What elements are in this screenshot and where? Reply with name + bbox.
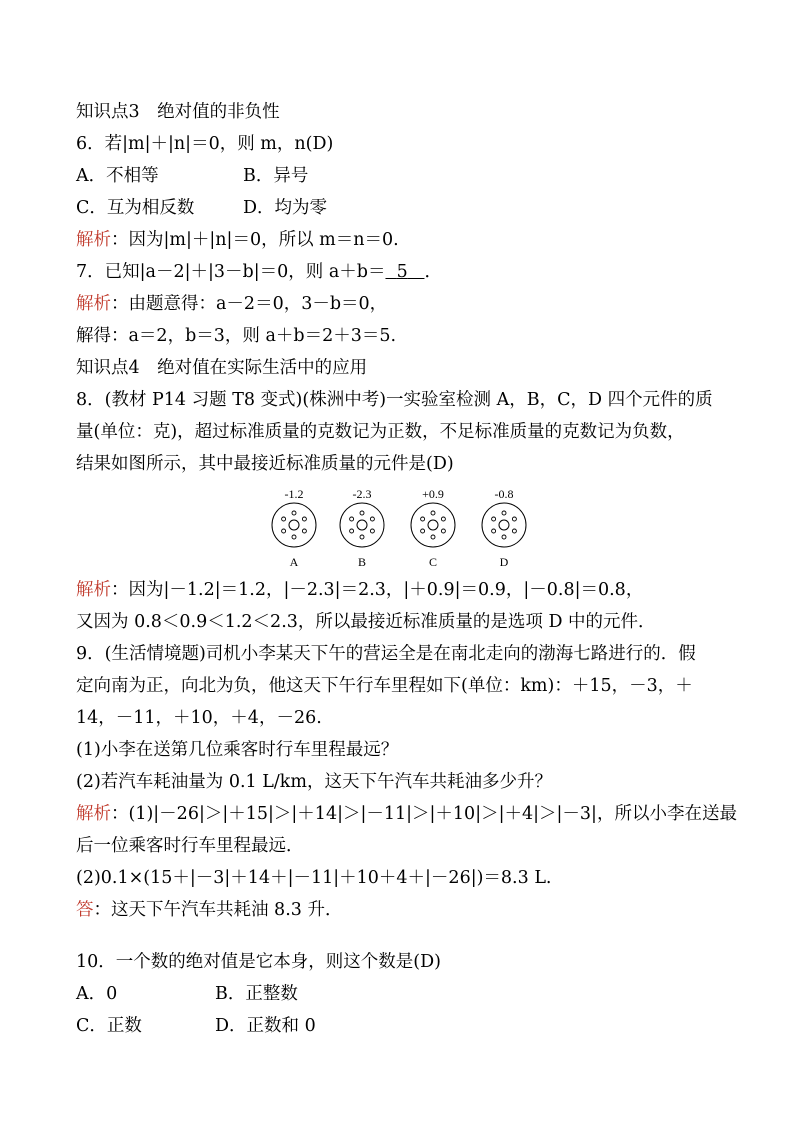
component-center-hole [357, 520, 367, 530]
component-bolt-hole [492, 517, 496, 521]
question-10: 10．一个数的绝对值是它本身，则这个数是(D) [76, 952, 441, 972]
question-8-line-3: 结果如图所示，其中最接近标准质量的元件是(D) [76, 454, 454, 474]
q7-analysis-text: ：由题意得：a－2＝0，3－b＝0， [111, 294, 388, 314]
component-bolt-hole [370, 517, 374, 521]
q9-analysis [76, 802, 737, 826]
component-d [482, 488, 526, 569]
component-letter-label: C [428, 555, 438, 569]
component-bolt-hole [441, 529, 445, 533]
q8-analysis [76, 578, 734, 602]
component-bolt-hole [502, 511, 506, 515]
component-center-hole [499, 520, 509, 530]
component-letter-label: B [357, 555, 367, 569]
component-c [411, 488, 455, 569]
component-center-hole [428, 520, 438, 530]
question-9-part-2: (2)若汽车耗油量为 0.1 L/km，这天下午汽车共耗油多少升？ [76, 772, 552, 792]
component-bolt-hole [431, 511, 435, 515]
component-bolt-hole [282, 517, 286, 521]
section-heading-4: 知识点4 绝对值在实际生活中的应用 [76, 358, 368, 378]
component-letter-label: D [499, 555, 509, 569]
question-8-line-1: 8．(教材 P14 习题 T8 变式)(株洲中考)一实验室检测 A，B，C，D 四个元件的质 [76, 390, 713, 410]
component-bolt-hole [360, 535, 364, 539]
analysis-label: 解析 [76, 230, 111, 250]
component-bolt-hole [302, 529, 306, 533]
component-bolt-hole [431, 535, 435, 539]
analysis-label: 解析 [76, 804, 111, 824]
component-disc [340, 503, 384, 547]
q8-conclusion: 又因为 0.8＜0.9＜1.2＜2.3，所以最接近标准质量的是选项 D 中的元件． [76, 612, 656, 632]
component-value-label: +0.9 [422, 488, 444, 501]
component-center-hole [289, 520, 299, 530]
component-letter-label: A [289, 555, 299, 569]
component-bolt-hole [421, 529, 425, 533]
analysis-label: 解析 [76, 294, 111, 314]
q6-analysis [76, 228, 734, 252]
q6-analysis-text: ：因为|m|＋|n|＝0，所以 m＝n＝0. [111, 230, 399, 250]
q7-solution: 解得：a＝2，b＝3，则 a＋b＝2＋3＝5. [76, 326, 397, 346]
q9-part-2-solution: (2)0.1×(15＋|－3|＋14＋|－11|＋10＋4＋|－26|)＝8.3 L. [76, 868, 552, 888]
q8-analysis-text: ：因为|－1.2|＝1.2，|－2.3|＝2.3，|＋0.9|＝0.9，|－0.8|＝0.8， [111, 580, 644, 600]
question-8-line-2: 量(单位：克)，超过标准质量的克数记为正数，不足标准质量的克数记为负数， [76, 422, 685, 442]
analysis-label: 解析 [76, 580, 111, 600]
component-bolt-hole [302, 517, 306, 521]
question-7 [76, 260, 734, 284]
q6-option-c: C．互为相反数 [76, 198, 195, 218]
component-bolt-hole [512, 529, 516, 533]
q9-answer [76, 898, 734, 922]
component-bolt-hole [370, 529, 374, 533]
q6-option-a-text: A．不相等 [76, 166, 159, 186]
component-b [340, 488, 384, 569]
question-9-part-1: (1)小李在送第几位乘客时行车里程最远？ [76, 740, 399, 760]
q10-option-a: A．0 [76, 984, 118, 1004]
component-bolt-hole [492, 529, 496, 533]
q9-answer-text: ：这天下午汽车共耗油 8.3 升． [93, 900, 343, 920]
q7-answer: 5 [396, 262, 408, 282]
q7-end: ． [424, 262, 442, 282]
section-heading-3: 知识点3 绝对值的非负性 [76, 102, 280, 122]
component-disc [411, 503, 455, 547]
component-bolt-hole [350, 529, 354, 533]
component-disc [482, 503, 526, 547]
q9-analysis-text: ：(1)|－26|＞|＋15|＞|＋14|＞|－11|＞|＋10|＞|＋4|＞|－3|，所以小李在送最 [111, 804, 737, 824]
q9-analysis-cont: 后一位乘客时行车里程最远． [76, 836, 304, 856]
component-bolt-hole [292, 511, 296, 515]
component-bolt-hole [502, 535, 506, 539]
component-value-label: -2.3 [352, 488, 372, 501]
q7-answer-blank [385, 262, 424, 282]
component-bolt-hole [360, 511, 364, 515]
component-a [272, 488, 316, 569]
question-9-line-3: 14，－11，＋10，＋4，－26. [76, 708, 322, 728]
component-figure [268, 488, 528, 570]
component-figure-svg [268, 488, 528, 570]
component-bolt-hole [292, 535, 296, 539]
component-bolt-hole [282, 529, 286, 533]
component-value-label: -0.8 [494, 488, 514, 501]
component-bolt-hole [512, 517, 516, 521]
answer-label: 答 [76, 900, 94, 920]
component-bolt-hole [421, 517, 425, 521]
component-value-label: -1.2 [284, 488, 304, 501]
q10-option-c: C．正数 [76, 1016, 142, 1036]
q10-option-b: B．正整数 [215, 984, 298, 1004]
q6-option-b: B．异号 [243, 166, 309, 186]
question-6: 6．若|m|＋|n|＝0，则 m，n(D) [76, 134, 334, 154]
q10-option-d: D．正数和 0 [215, 1016, 316, 1036]
component-bolt-hole [441, 517, 445, 521]
q6-option-d: D．均为零 [243, 198, 328, 218]
question-9-line-2: 定向南为正，向北为负，他这天下午行车里程如下(单位：km)：＋15，－3，＋ [76, 676, 693, 696]
q7-text: 7．已知|a－2|＋|3－b|＝0，则 a＋b＝ [76, 262, 386, 282]
q7-analysis [76, 292, 734, 316]
component-disc [272, 503, 316, 547]
question-9-line-1: 9．(生活情境题)司机小李某天下午的营运全是在南北走向的渤海七路进行的．假 [76, 644, 696, 664]
component-bolt-hole [350, 517, 354, 521]
